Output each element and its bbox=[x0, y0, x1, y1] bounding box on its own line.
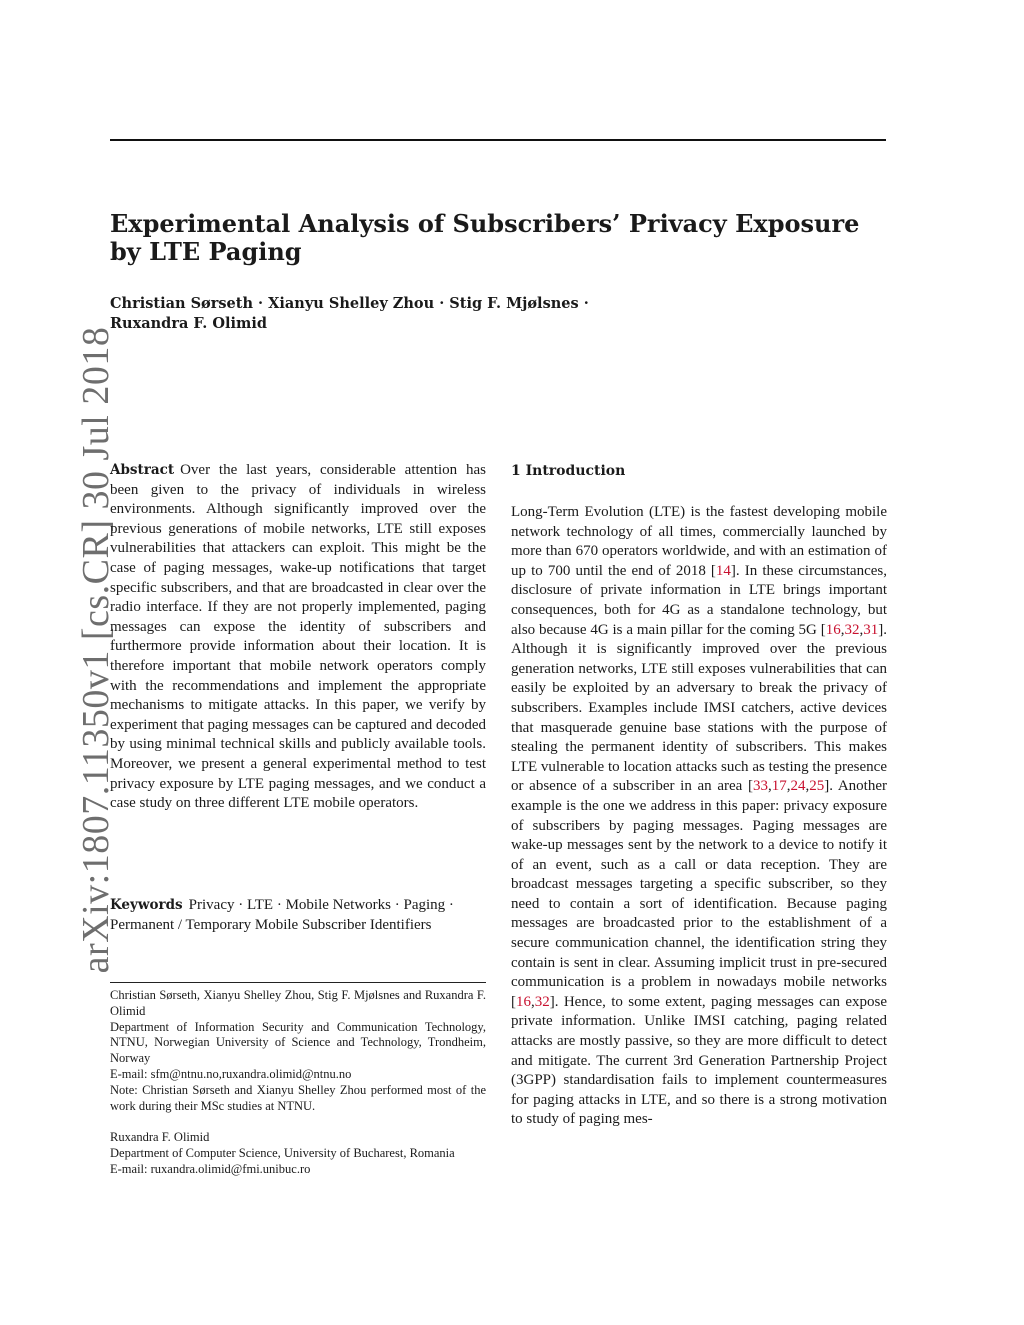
citation-link[interactable]: 33 bbox=[752, 778, 768, 795]
paper-title: Experimental Analysis of Subscribers’ Privacy Exposure by LTE Paging bbox=[110, 209, 860, 266]
citation-link[interactable]: 32 bbox=[844, 621, 860, 638]
footnote-department-1: Department of Information Security and Communication Technology, NTNU, Norwegian University of Science and Technology, Trondheim, Norway bbox=[110, 1019, 486, 1066]
citation-link[interactable]: 32 bbox=[534, 993, 550, 1010]
footnote-name-2: Ruxandra F. Olimid bbox=[110, 1130, 210, 1145]
citation-link[interactable]: 31 bbox=[863, 621, 879, 638]
abstract-text: Over the last years, considerable attention has been given to the privacy of individuals in wireless environments. Although significantly improved over the previous generations of mobile networks, LTE still exposes vulnerabilities that attackers can exploit. This might be the case of paging messages, wake-up notifications that target specific subscribers, and that are broadcasted in clear over the radio interface. If they are not properly implemented, paging messages can expose the identity of subscribers and furthermore provide information about their location. It is therefore important that mobile network operators comply with the recommendations and implement the appropriate mechanisms to mitigate attacks. In this paper, we verify by experiment that paging messages can be captured and decoded by using minimal technical skills and publicly available tools. Moreover, we present a general experimental method to test privacy exposure by LTE paging messages, and we conduct a case study on three different LTE mobile operators. bbox=[110, 462, 486, 812]
keywords-text: Privacy · LTE · Mobile Networks · Paging · Permanent / Temporary Mobile Subscriber Identifiers bbox=[110, 897, 454, 933]
intro-text-4: ]. Another example is the one we address in this paper: privacy exposure of subscribers by paging messages. Paging messages are wake-up messages sent by the network to a device to notify it of an event, such as a call or data reception. They are broadcast messages targeting a specific subscriber, so they need to contain a sort of identification. Because paging messages are broadcasted prior to the establishment of a secure communication channel, the identification string they contain is sent in clear. Assuming implicit trust in pre-secured communication is a problem in nowadays mobile networks [ bbox=[511, 778, 887, 1010]
intro-text-2: ]. In these circumstances, disclosure of private information in LTE brings important consequences, both for 4G as a standalone technology, but also because 4G is a main pillar for the coming 5G [ bbox=[511, 562, 887, 638]
abstract bbox=[110, 461, 486, 814]
intro-text-3: ]. Although it is significantly improved over the previous generation networks, LTE still exposes vulnerabilities that can easily be exploited by an adversary to break the privacy of subscribers. Examples include IMSI catchers, active devices that masquerade genuine base stations with the purpose of stealing the permanent identity of subscribers. This makes LTE vulnerable to location attacks such as testing the presence or absence of a subscriber in an area [ bbox=[511, 621, 887, 795]
citation-link[interactable]: 14 bbox=[715, 562, 731, 579]
arxiv-stamp: arXiv:1807.11350v1 [cs.CR] 30 Jul 2018 bbox=[75, 326, 117, 974]
authors-line-2: Ruxandra F. Olimid bbox=[110, 315, 267, 332]
citation-link[interactable]: 16 bbox=[825, 621, 841, 638]
footnote-department-2: Department of Computer Science, University of Bucharest, Romania bbox=[110, 1146, 455, 1161]
right-column bbox=[511, 461, 887, 1130]
footnote-email-1: E-mail: sfm@ntnu.no,ruxandra.olimid@ntnu.no bbox=[110, 1066, 352, 1081]
citation-link[interactable]: 25 bbox=[809, 778, 825, 795]
footnote-email-2: E-mail: ruxandra.olimid@fmi.unibuc.ro bbox=[110, 1161, 311, 1176]
keywords-label: Keywords bbox=[110, 897, 183, 913]
footnote-note: Note: Christian Sørseth and Xianyu Shelley Zhou performed most of the work during their MSc studies at NTNU. bbox=[110, 1082, 486, 1113]
intro-text-5: ]. Hence, to some extent, paging messages can expose private information. Unlike IMSI catching, paging related attacks are mostly passive, so they are more difficult to detect and mitigate. The current 3rd Generation Partnership Project (3GPP) standardisation fails to implement countermeasures for paging attacks in LTE, and so there is a strong motivation to study of paging mes- bbox=[511, 993, 887, 1128]
abstract-label: Abstract bbox=[110, 462, 175, 478]
footnote-authors: Christian Sørseth, Xianyu Shelley Zhou, Stig F. Mjølsnes and Ruxandra F. Olimid bbox=[110, 988, 486, 1018]
author-footnotes bbox=[110, 988, 486, 1178]
introduction-paragraph: Long-Term Evolution (LTE) is the fastest developing mobile network technology of all times, commercially launched by more than 670 operators worldwide, and with an estimation of up to 700 until the end of 2018 [14]. In these circumstances, disclosure of private information in LTE brings important consequences, both for 4G as a standalone technology, but also because 4G is a main pillar for the coming 5G [16,32,31]. Although it is significantly improved over the previous generation networks, LTE still exposes vulnerabilities that can easily be exploited by an adversary to break the privacy of subscribers. Examples include IMSI catchers, active devices that masquerade genuine base stations with the purpose of stealing the permanent identity of subscribers. This makes LTE vulnerable to location attacks such as testing the presence or absence of a subscriber in an area [33,17,24,25]. Another example is the one we address in this paper: privacy exposure of subscribers by paging messages. Paging messages are wake-up messages sent by the network to a device to notify it of an event, such as a call or data reception. They are broadcast messages targeting a specific subscriber, so they need to contain a sort of identification. Because paging messages are broadcasted prior to the establishment of a secure communication channel, the identification string they contain is sent in clear. Assuming implicit trust in pre-secured communication is a problem in nowadays mobile networks [16,32]. Hence, to some extent, paging messages can expose private information. Unlike IMSI catching, paging related attacks are mostly passive, so they are more difficult to detect and mitigate. The current 3rd Generation Partnership Project (3GPP) standardisation fails to implement countermeasures for paging attacks in LTE, and so there is a strong motivation to study of paging mes- bbox=[511, 504, 887, 1128]
keywords bbox=[110, 896, 486, 935]
top-rule bbox=[110, 139, 886, 141]
intro-text-1: Long-Term Evolution (LTE) is the fastest developing mobile network technology of all times, commercially launched by more than 670 operators worldwide, and with an estimation of up to 700 until the end of 2018 [ bbox=[511, 504, 887, 579]
footnote-rule bbox=[110, 982, 486, 983]
author-list bbox=[110, 294, 886, 334]
citation-link[interactable]: 16 bbox=[516, 993, 531, 1010]
citation-link[interactable]: 24 bbox=[790, 778, 806, 795]
citation-link[interactable]: 17 bbox=[771, 778, 787, 795]
left-column bbox=[110, 461, 486, 814]
authors-line-1: Christian Sørseth · Xianyu Shelley Zhou · Stig F. Mjølsnes · bbox=[110, 295, 589, 312]
section-heading-introduction: 1 Introduction bbox=[511, 463, 626, 479]
